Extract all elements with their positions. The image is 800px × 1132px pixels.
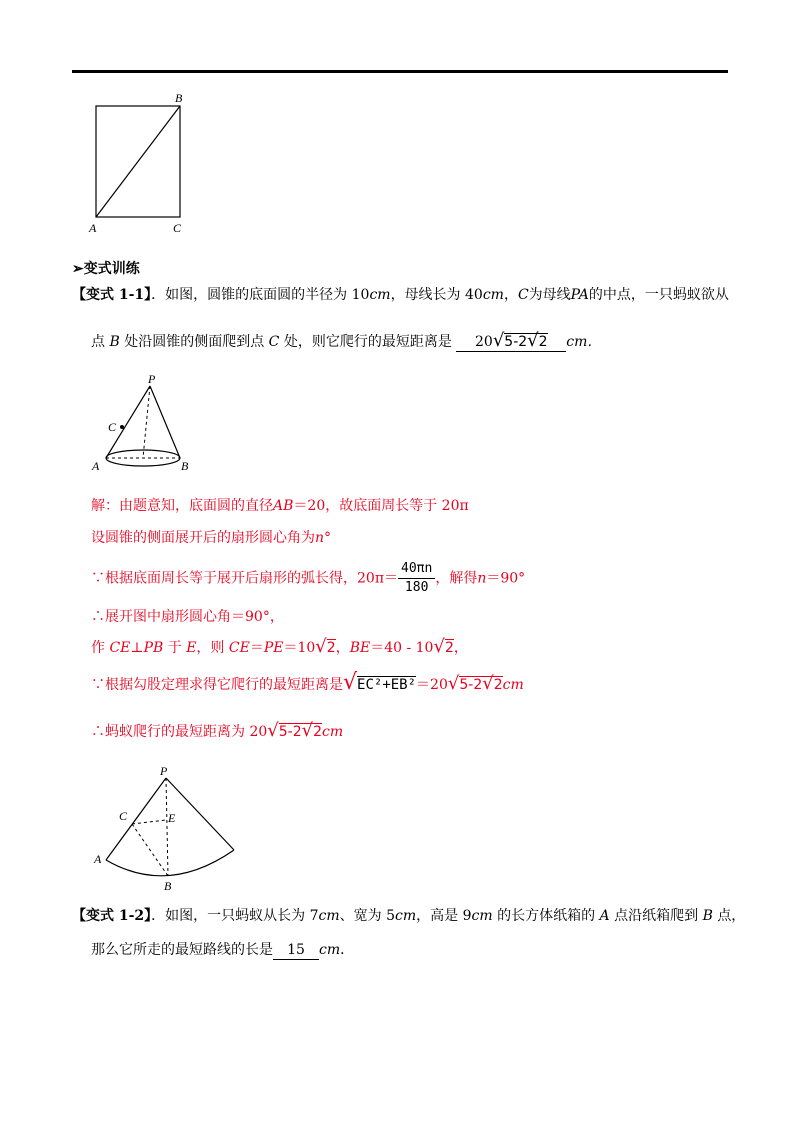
svg-text:P: P	[160, 764, 168, 778]
sector-edge-PA	[106, 778, 166, 860]
sector-figure	[88, 764, 248, 894]
problem1-line2: 点 B 处沿圆锥的侧面爬到点 C 处，则它爬行的最短距离是 20√5-2√2 cm．	[91, 330, 602, 351]
section-heading	[72, 260, 140, 278]
svg-text:A: A	[92, 459, 100, 473]
diagonal-AB	[96, 106, 180, 217]
solution-line3: ∵根据底面周长等于展开后扇形的弧长得，20π＝ $\frac{40\pi n}{180}$ ，解得n＝90°	[91, 561, 526, 595]
arrow-icon: ➢	[72, 261, 84, 277]
line-PB-dashed	[166, 778, 168, 876]
problem2-line1: 【变式 1-2】．如图，一只蚂蚁从长为 7cm、宽为 5cm，高是 9cm 的长方体纸箱的 A 点沿纸箱爬到 B 点，	[72, 908, 746, 924]
cone-figure	[88, 372, 208, 480]
solution-line6: ∵根据勾股定理求得它爬行的最短距离是√EC²+EB²＝20√5-2√2cm	[91, 670, 524, 695]
fraction: $\frac{40\pi n}{180}$	[398, 560, 435, 597]
solution-line2: 设圆锥的侧面展开后的扇形圆心角为n°	[91, 530, 332, 546]
line-CE	[132, 820, 166, 824]
svg-text:C: C	[108, 420, 117, 434]
problem1-line1: 【变式 1-1】．如图，圆锥的底面圆的半径为 10cm，母线长为 40cm，C为母线PA的中点，一只蚂蚁欲从	[72, 287, 729, 303]
solution-line1: 解：由题意知，底面圆的直径AB＝20，故底面周长等于 20π	[91, 498, 469, 514]
cone-edge-PB	[150, 386, 180, 458]
rectangle-figure	[85, 90, 195, 238]
solution-line7: ∴蚂蚁爬行的最短距离为 20√5-2√2cm	[91, 720, 344, 741]
problem2-tag: 【变式 1-2】	[72, 908, 152, 924]
problem2-answer-blank: 15	[273, 941, 319, 960]
solution-line5: 作 CE⊥PB 于 E，则 CE＝PE＝10√2，BE＝40 - 10√2，	[91, 636, 468, 657]
sector-edge-PB	[166, 778, 234, 850]
point-C	[120, 425, 124, 429]
header-rule	[72, 70, 728, 73]
problem1-tag: 【变式 1-1】	[72, 287, 152, 303]
problem2-line2: 那么它所走的最短路线的长是 15 cm．	[91, 942, 355, 958]
label-A: A	[89, 221, 97, 235]
sector-arc	[106, 850, 234, 876]
problem1-answer-blank: 20√5-2√2	[456, 332, 566, 352]
svg-text:A: A	[94, 852, 102, 866]
section-heading-text: 变式训练	[83, 261, 140, 277]
label-B: B	[175, 91, 183, 105]
solution-line4: ∴展开图中扇形圆心角＝90°，	[91, 609, 284, 625]
svg-text:B: B	[164, 879, 172, 893]
line-CB	[132, 824, 168, 876]
svg-text:B: B	[181, 459, 189, 473]
svg-text:P: P	[148, 372, 156, 386]
label-C: C	[173, 221, 182, 235]
svg-text:C: C	[119, 809, 128, 823]
svg-text:E: E	[168, 811, 176, 825]
